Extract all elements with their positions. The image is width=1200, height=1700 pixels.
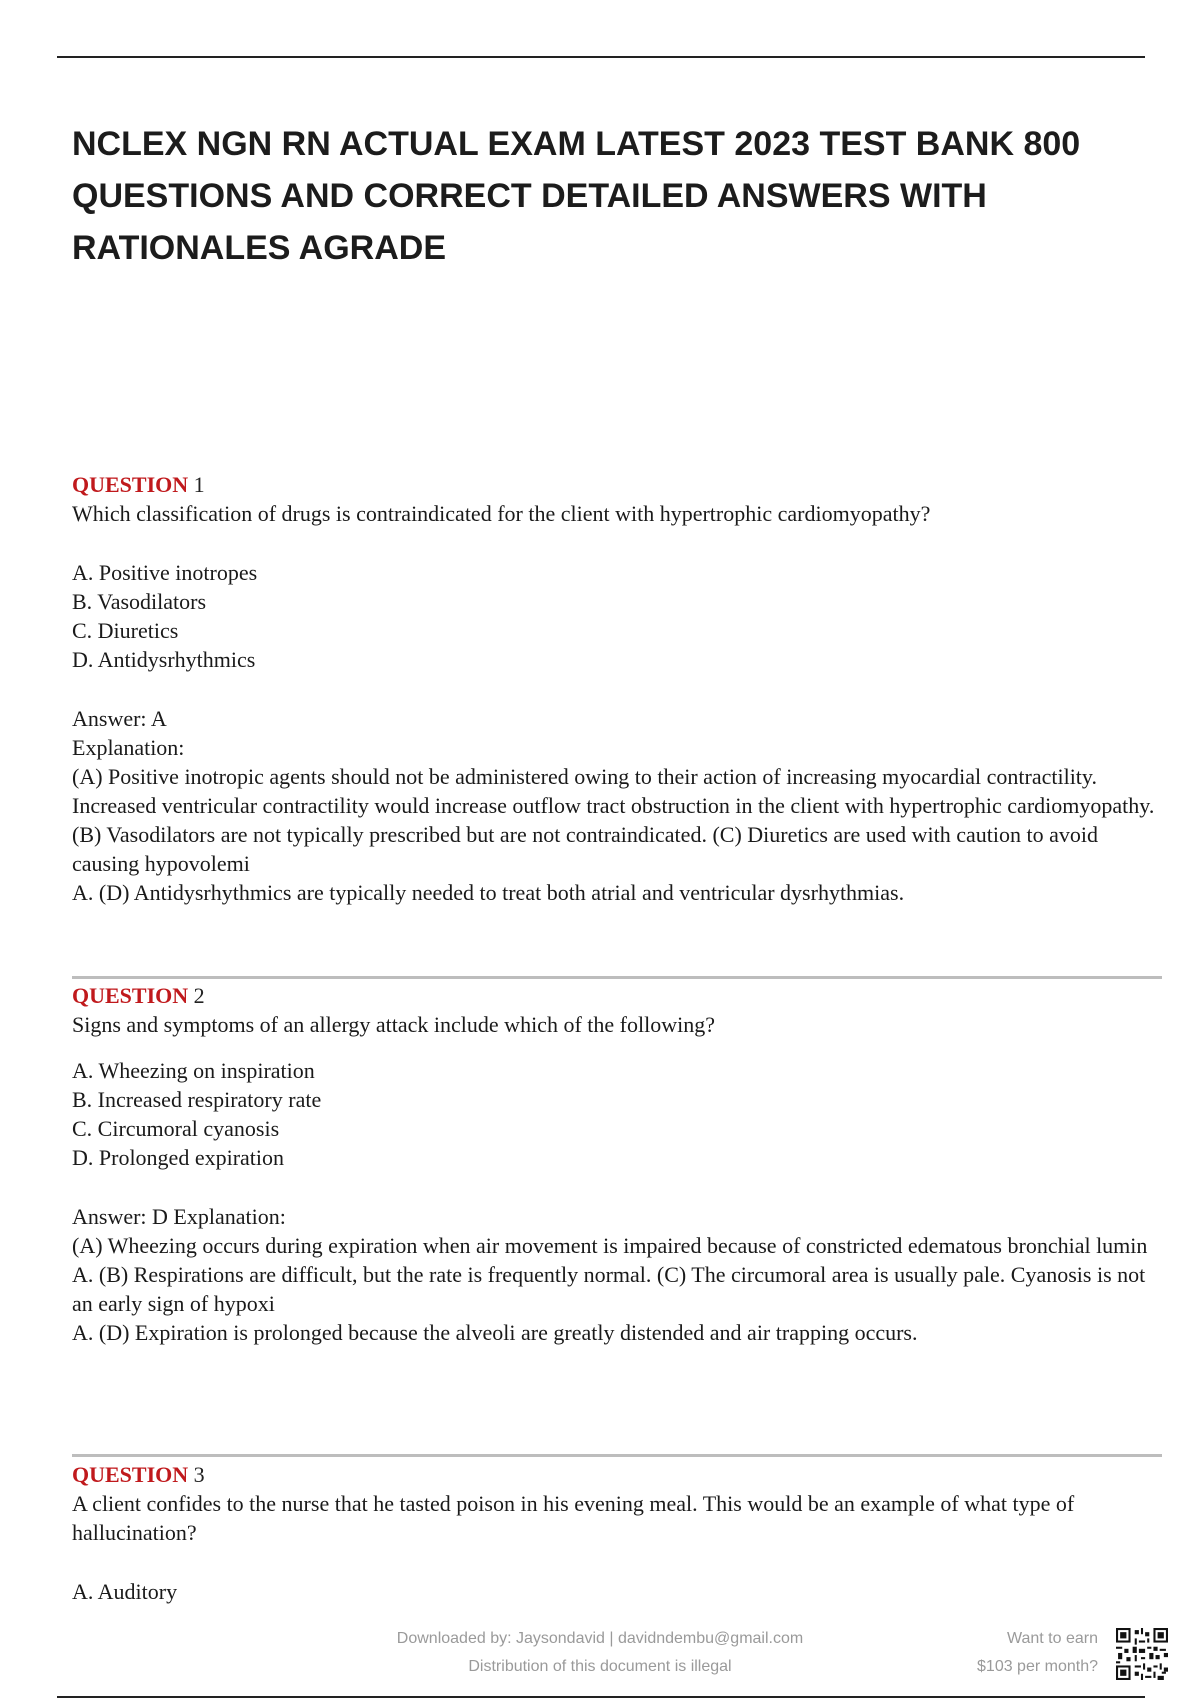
- question-separator: [72, 976, 1162, 979]
- question-number: 1: [193, 472, 205, 497]
- question-number: 3: [193, 1462, 205, 1487]
- top-rule: [57, 56, 1145, 58]
- question-keyword: QUESTION: [72, 1462, 189, 1487]
- option-b: B. Vasodilators: [72, 589, 207, 614]
- earn-promo-line-1[interactable]: Want to earn: [1006, 1630, 1098, 1647]
- qr-code-icon[interactable]: [1116, 1628, 1168, 1680]
- options-list: [72, 1056, 1162, 1172]
- distribution-notice: Distribution of this document is illegal: [468, 1658, 732, 1675]
- explanation-text: (A) Positive inotropic agents should not be administered owing to their action of increasing myocardial contractility. Increased ventricular contractility would increase outflow tract obstruction in the client with hypertrophic cardiomyopathy. (B) Vasodilators are not typically prescribed but are not contraindicated. (C) Diuretics are used with caution to avoid causing hypovolemi: [72, 764, 1155, 876]
- question-stem: Which classification of drugs is contraindicated for the client with hypertrophic cardiomyopathy?: [72, 501, 931, 526]
- options-list: [72, 558, 1162, 674]
- option-b: B. Increased respiratory rate: [72, 1087, 322, 1112]
- document-title: NCLEX NGN RN ACTUAL EXAM LATEST 2023 TEST BANK 800 QUESTIONS AND CORRECT DETAILED ANSWERS WITH RATIONALES AGRADE: [72, 125, 1081, 267]
- option-a: A. Auditory: [72, 1579, 178, 1604]
- explanation-text: A. (D) Expiration is prolonged because the alveoli are greatly distended and air trapping occurs.: [72, 1320, 918, 1345]
- question-block-2: [72, 981, 1162, 1347]
- question-block-3: [72, 1460, 1162, 1606]
- option-d: D. Prolonged expiration: [72, 1145, 285, 1170]
- bottom-rule: [57, 1696, 1145, 1698]
- option-a: A. Wheezing on inspiration: [72, 1058, 315, 1083]
- question-heading: [72, 470, 1162, 499]
- option-c: C. Circumoral cyanosis: [72, 1116, 280, 1141]
- option-d: D. Antidysrhythmics: [72, 647, 256, 672]
- question-heading: [72, 981, 1162, 1010]
- question-keyword: QUESTION: [72, 472, 189, 497]
- option-c: C. Diuretics: [72, 618, 179, 643]
- question-block-1: [72, 470, 1162, 907]
- explanation-label: Explanation:: [72, 735, 185, 760]
- question-keyword: QUESTION: [72, 983, 189, 1008]
- question-stem: Signs and symptoms of an allergy attack include which of the following?: [72, 1012, 715, 1037]
- question-heading: [72, 1460, 1162, 1489]
- downloaded-by-text: Downloaded by: Jaysondavid | davidndembu@gmail.com: [396, 1630, 804, 1647]
- answer-line: Answer: A: [72, 706, 167, 731]
- page-footer: [0, 1624, 1200, 1700]
- explanation-text: A. (B) Respirations are difficult, but the rate is frequently normal. (C) The circumoral area is usually pale. Cyanosis is not an early sign of hypoxi: [72, 1262, 1146, 1316]
- explanation-text: A. (D) Antidysrhythmics are typically needed to treat both atrial and ventricular dysrhythmias.: [72, 880, 905, 905]
- option-a: A. Positive inotropes: [72, 560, 258, 585]
- options-list: [72, 1577, 1162, 1606]
- question-number: 2: [193, 983, 205, 1008]
- question-stem: A client confides to the nurse that he tasted poison in his evening meal. This would be an example of what type of hallucination?: [72, 1491, 1075, 1545]
- answer-line: Answer: D Explanation:: [72, 1204, 286, 1229]
- question-separator: [72, 1454, 1162, 1457]
- earn-promo-line-2[interactable]: $103 per month?: [977, 1658, 1098, 1675]
- explanation-text: (A) Wheezing occurs during expiration when air movement is impaired because of constricted edematous bronchial lumin: [72, 1233, 1148, 1258]
